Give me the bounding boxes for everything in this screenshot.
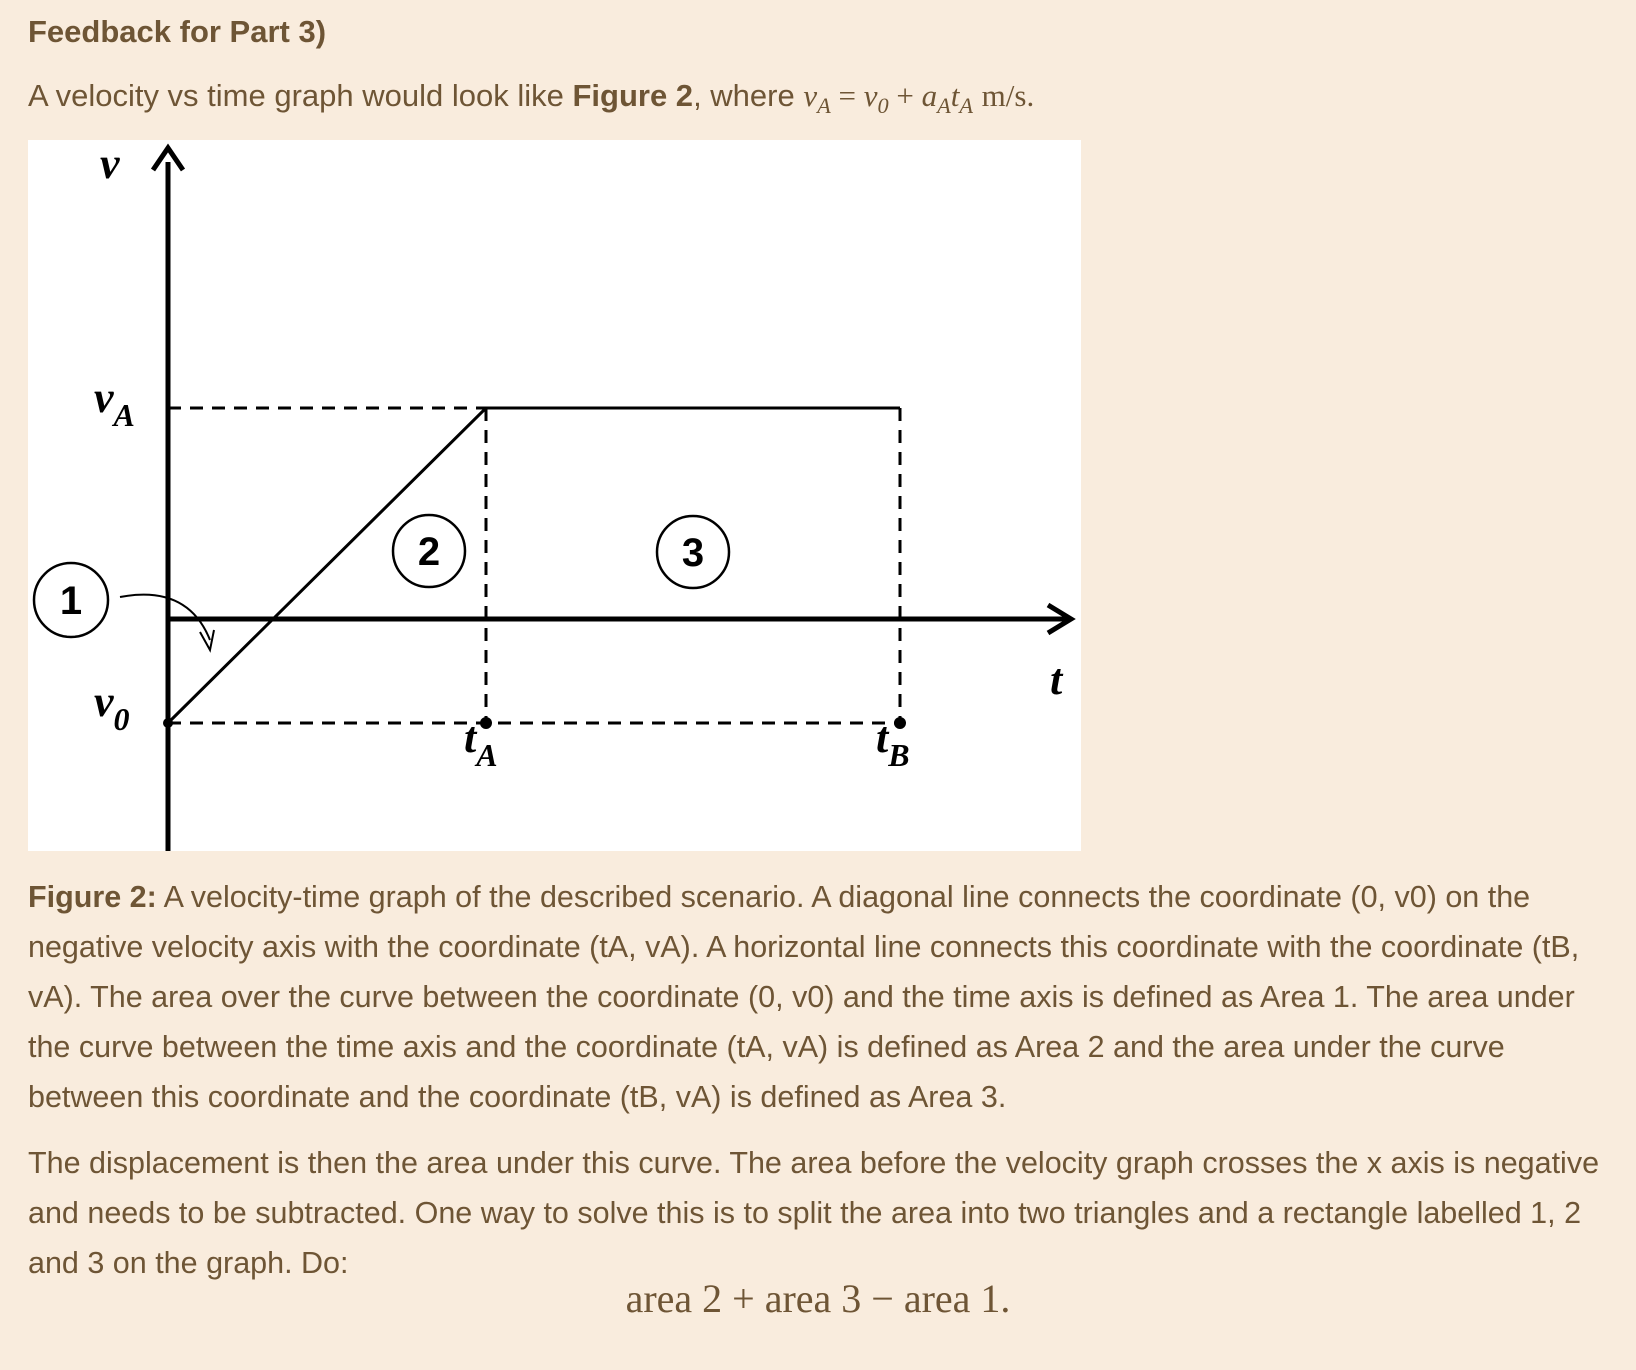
area-1-pointer [120, 595, 210, 640]
area-equation: area 2 + area 3 − area 1. [625, 1276, 1011, 1321]
caption-label: Figure 2: [28, 880, 157, 914]
t-axis-label: t [1050, 655, 1063, 704]
area-2-label: 2 [417, 530, 441, 574]
v-axis-label: v [100, 140, 120, 188]
area-1-label: 1 [59, 579, 83, 623]
figure-caption [28, 872, 1618, 1122]
velocity-curve [168, 408, 900, 723]
figure-ref: Figure 2 [572, 78, 694, 113]
tA-label: $t_A$ [464, 713, 498, 773]
intro-text-start: A velocity vs time graph would look like [28, 78, 573, 113]
explanation-paragraph: The displacement is then the area under this curve. The area before the velocity graph crosses the x axis is negative and needs to be subtracted. One way to solve this is to split the area into two triangles and a rectangle labelled 1, 2 and 3 on the graph. Do: [28, 1146, 1600, 1280]
vA-label: $v_A$ [94, 373, 135, 433]
intro-unit: m/s. [981, 78, 1035, 113]
point-tB [894, 717, 906, 729]
feedback-heading: Feedback for Part 3) [28, 14, 327, 49]
tB-label: $t_B$ [876, 713, 910, 773]
caption-text: A velocity-time graph of the described scenario. A diagonal line connects the coordinate (0, v0) on the negative velocity axis with the coordinate (tA, vA). A horizontal line connects this coordinate with the coordinate (tB, vA). The area over the curve between the coordinate (0, v0) and the time axis is defined as Area 1. The area under the curve between the time axis and the coordinate (tA, vA) is defined as Area 2 and the area under the curve between this coordinate and the coordinate (tB, vA) is defined as Area 3. [28, 880, 1580, 1114]
intro-text-where: , where [693, 78, 804, 113]
velocity-time-figure [28, 140, 1081, 851]
intro-formula: $v_A = v_0 + a_At_A$ [803, 78, 974, 119]
v0-label: $v_0$ [94, 677, 130, 737]
point-tA [480, 717, 492, 729]
velocity-time-graph [28, 140, 1081, 851]
area-3-label: 3 [681, 531, 705, 575]
intro-text [28, 78, 1034, 119]
